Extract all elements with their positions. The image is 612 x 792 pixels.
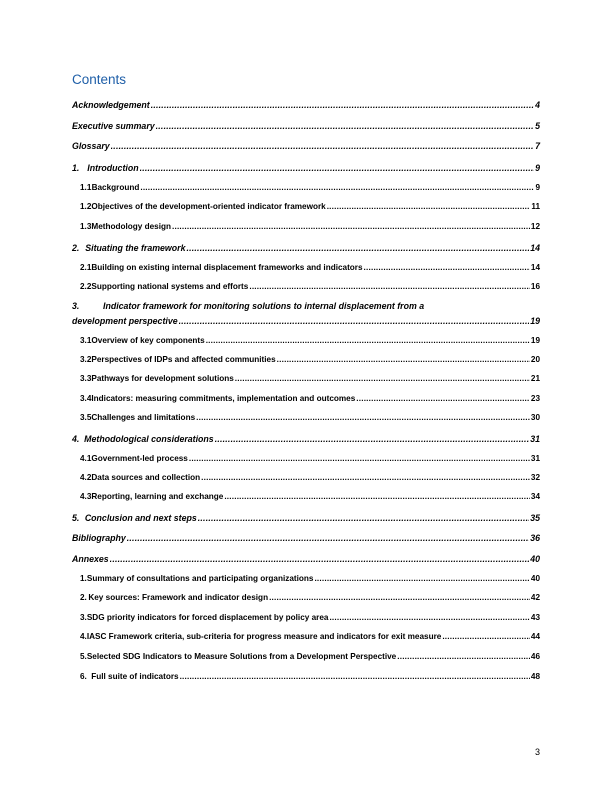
dot-leader <box>314 574 529 583</box>
dot-leader <box>127 533 529 543</box>
toc-entry-number: 1. <box>72 163 80 173</box>
toc-entry-number: 3.4 <box>80 394 92 403</box>
toc-entry[interactable] <box>72 473 540 482</box>
dot-leader <box>329 613 529 622</box>
toc-entry[interactable] <box>72 163 540 173</box>
dot-leader <box>140 163 535 173</box>
dot-leader <box>180 672 530 681</box>
toc-entry-page: 12 <box>530 222 540 231</box>
toc-entry-page: 9 <box>535 183 540 192</box>
toc-entry[interactable] <box>72 282 540 291</box>
toc-entry[interactable] <box>72 121 540 131</box>
dot-leader <box>235 374 530 383</box>
toc-entry-title: Indicators: measuring commitments, implementation and outcomes <box>91 394 356 403</box>
toc-entry-title: Summary of consultations and participating organizations <box>86 574 314 583</box>
dot-leader <box>201 473 530 482</box>
toc-entry-number: 4. <box>80 632 87 641</box>
toc-entry[interactable] <box>72 100 540 110</box>
dot-leader <box>249 282 530 291</box>
toc-entry[interactable] <box>72 454 540 463</box>
toc-entry[interactable] <box>72 263 540 272</box>
toc-entry-page: 43 <box>530 613 540 622</box>
toc-entry[interactable] <box>72 434 540 444</box>
dot-leader <box>327 202 531 211</box>
toc-entry-page: 34 <box>530 492 540 501</box>
toc-entry-title: Overview of key components <box>91 336 205 345</box>
dot-leader <box>356 394 530 403</box>
toc-entry-number: 2. <box>80 593 87 602</box>
toc-entry-title-line1[interactable] <box>72 301 424 311</box>
dot-leader <box>151 100 534 110</box>
toc-entry[interactable] <box>72 336 540 345</box>
toc-entry-number: 4.3 <box>80 492 92 501</box>
toc-entry-number: 1.1 <box>80 183 92 192</box>
toc-entry-title: Selected SDG Indicators to Measure Solutions from a Development Perspective <box>86 652 397 661</box>
toc-entry[interactable] <box>72 554 540 564</box>
toc-entry-title: Reporting, learning and exchange <box>91 492 224 501</box>
toc-entry-title: Bibliography <box>72 533 126 543</box>
dot-leader <box>110 554 530 564</box>
toc-entry-number: 5. <box>80 652 87 661</box>
dot-leader <box>269 593 530 602</box>
dot-leader <box>277 355 530 364</box>
toc-entry-page: 35 <box>530 513 540 523</box>
toc-entry-number: 6. <box>80 672 87 681</box>
toc-entry-title: Perspectives of IDPs and affected communities <box>91 355 276 364</box>
dot-leader <box>206 336 530 345</box>
dot-leader <box>189 454 530 463</box>
toc-entry-page: 30 <box>530 413 540 422</box>
dot-leader <box>364 263 530 272</box>
toc-entry-page: 14 <box>530 263 540 272</box>
toc-entry[interactable] <box>72 413 540 422</box>
toc-entry-page: 11 <box>531 202 540 211</box>
toc-entry-page: 4 <box>535 100 540 110</box>
toc-entry-title: Building on existing internal displacement frameworks and indicators <box>91 263 363 272</box>
toc-entry-title: Glossary <box>72 141 110 151</box>
toc-entry-page: 31 <box>530 434 540 444</box>
dot-leader <box>140 183 534 192</box>
toc-entry-title: Situating the framework <box>85 243 186 253</box>
dot-leader <box>224 492 530 501</box>
toc-entry-number: 4.2 <box>80 473 92 482</box>
toc-entry[interactable] <box>72 243 540 253</box>
toc-entry-title: Executive summary <box>72 121 155 131</box>
toc-entry[interactable] <box>72 374 540 383</box>
toc-entry[interactable] <box>72 202 540 211</box>
toc-entry-number: 3.1 <box>80 336 92 345</box>
toc-entry-number: 1. <box>80 574 87 583</box>
toc-entry[interactable] <box>72 672 540 681</box>
toc-entry[interactable] <box>72 222 540 231</box>
toc-entry-page: 20 <box>530 355 540 364</box>
toc-entry-page: 19 <box>530 316 540 326</box>
page-title: Contents <box>72 72 127 87</box>
toc-entry[interactable] <box>72 492 540 501</box>
dot-leader <box>111 141 534 151</box>
toc-entry-page: 31 <box>530 454 540 463</box>
toc-entry-page: 7 <box>535 141 540 151</box>
toc-entry-title: Annexes <box>72 554 109 564</box>
toc-entry-number: 4.1 <box>80 454 92 463</box>
dot-leader <box>397 652 530 661</box>
toc-entry-title: Background <box>91 183 140 192</box>
toc-entry-title: Introduction <box>87 163 139 173</box>
toc-entry-number: 2.1 <box>80 263 92 272</box>
toc-entry-title: Methodological considerations <box>84 434 214 444</box>
dot-leader <box>172 222 530 231</box>
toc-entry-title: Pathways for development solutions <box>91 374 234 383</box>
toc-entry-title: Key sources: Framework and indicator design <box>88 593 269 602</box>
toc-entry-page: 32 <box>530 473 540 482</box>
toc-entry-number: 3. <box>72 301 80 311</box>
toc-entry[interactable] <box>72 316 540 326</box>
toc-entry-number: 3.2 <box>80 355 92 364</box>
toc-entry-page: 48 <box>530 672 540 681</box>
toc-entry[interactable] <box>72 632 540 641</box>
dot-leader <box>442 632 530 641</box>
toc-entry[interactable] <box>72 355 540 364</box>
toc-entry-title: Conclusion and next steps <box>84 513 197 523</box>
toc-entry-title: Indicator framework for monitoring solutions to internal displacement from a <box>103 301 425 311</box>
toc-entry-page: 42 <box>530 593 540 602</box>
toc-entry-number: 1.3 <box>80 222 92 231</box>
dot-leader <box>196 413 530 422</box>
toc-entry-title: Government-led process <box>91 454 188 463</box>
dot-leader <box>156 121 534 131</box>
toc-entry-title: Data sources and collection <box>91 473 201 482</box>
toc-entry-page: 9 <box>535 163 540 173</box>
toc-entry-page: 46 <box>530 652 540 661</box>
toc-entry-number: 1.2 <box>80 202 92 211</box>
toc-entry-title: Supporting national systems and efforts <box>91 282 249 291</box>
dot-leader <box>198 513 529 523</box>
toc-entry-number: 3.5 <box>80 413 92 422</box>
toc-entry-title: SDG priority indicators for forced displacement by policy area <box>86 613 329 622</box>
toc-entry-page: 40 <box>530 574 540 583</box>
toc-entry[interactable] <box>72 574 540 583</box>
toc-entry[interactable] <box>72 593 540 602</box>
toc-entry-page: 44 <box>530 632 540 641</box>
toc-entry-page: 5 <box>535 121 540 131</box>
toc-entry-title: Methodology design <box>91 222 171 231</box>
dot-leader <box>186 243 529 253</box>
toc-entry-page: 21 <box>530 374 540 383</box>
toc-entry[interactable] <box>72 652 540 661</box>
toc-entry-title-continued: development perspective <box>72 316 178 326</box>
toc-entry-number: 2.2 <box>80 282 92 291</box>
toc-entry-page: 19 <box>530 336 540 345</box>
toc-entry-page: 40 <box>530 554 540 564</box>
toc-entry-page: 36 <box>530 533 540 543</box>
dot-leader <box>179 316 530 326</box>
toc-entry[interactable] <box>72 513 540 523</box>
toc-entry-number: 3.3 <box>80 374 92 383</box>
toc-entry-title: Full suite of indicators <box>91 672 179 681</box>
toc-entry-title: Acknowledgement <box>72 100 150 110</box>
toc-entry-title: Objectives of the development-oriented indicator framework <box>91 202 326 211</box>
page-number: 3 <box>534 747 540 757</box>
toc-entry[interactable] <box>72 394 540 403</box>
toc-entry-title: Challenges and limitations <box>91 413 196 422</box>
toc-entry-number: 4. <box>72 434 80 444</box>
toc-entry-number: 2. <box>72 243 80 253</box>
toc-entry-number: 5. <box>72 513 80 523</box>
toc-entry[interactable] <box>72 533 540 543</box>
toc-entry-page: 16 <box>530 282 540 291</box>
toc-entry[interactable] <box>72 613 540 622</box>
toc-entry[interactable] <box>72 183 540 192</box>
dot-leader <box>215 434 530 444</box>
toc-entry[interactable] <box>72 141 540 151</box>
toc-entry-page: 23 <box>530 394 540 403</box>
toc-entry-title: IASC Framework criteria, sub-criteria for progress measure and indicators for exit measure <box>86 632 442 641</box>
toc-entry-page: 14 <box>530 243 540 253</box>
toc-entry-number: 3. <box>80 613 87 622</box>
